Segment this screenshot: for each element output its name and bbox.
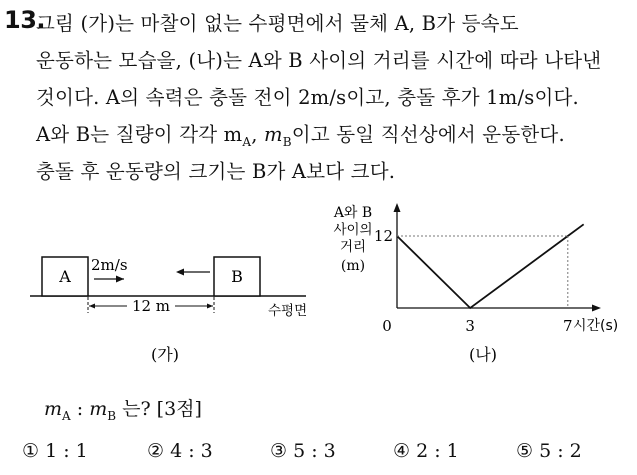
block-b-label: B xyxy=(231,267,243,286)
velocity-label: 2m/s xyxy=(91,256,128,274)
choice-1-mark: ① xyxy=(22,440,40,462)
y-axis-arrow xyxy=(394,203,401,212)
question-mA: m xyxy=(44,398,63,420)
x-tick-label-7: 7 xyxy=(563,317,573,335)
question-mB-sub: B xyxy=(107,408,117,423)
problem-line-2: 운동하는 모습을, (나)는 A와 B 사이의 거리를 시간에 따라 나타낸 xyxy=(36,49,602,72)
choice-3-text: 5 : 3 xyxy=(293,440,336,462)
problem-line-3: 것이다. A의 속력은 충돌 전이 2m/s이고, 충돌 후가 1m/s이다. xyxy=(36,86,579,109)
x-tick-label-3: 3 xyxy=(465,317,475,335)
choice-2-mark: ② xyxy=(147,440,165,462)
choice-5-text: 5 : 2 xyxy=(539,440,582,462)
distance-line xyxy=(397,224,584,308)
ylabel-line-1: A와 B xyxy=(333,205,373,221)
caption-na: (나) xyxy=(469,345,497,364)
y-tick-label-12: 12 xyxy=(373,227,393,245)
block-a-label: A xyxy=(59,267,71,286)
mB-subscript: B xyxy=(282,134,292,149)
distance-label: 12 m xyxy=(131,297,171,315)
choice-4-text: 2 : 1 xyxy=(416,440,459,462)
mA-subscript: A xyxy=(242,134,252,149)
choice-3-mark: ③ xyxy=(270,440,288,462)
choice-3[interactable] xyxy=(270,440,336,462)
problem-number: 13. xyxy=(4,6,46,34)
choice-5[interactable] xyxy=(516,440,582,462)
question-mB: m xyxy=(89,398,108,420)
caption-ga: (가) xyxy=(151,345,179,364)
question-text: 는? [3점] xyxy=(116,398,202,420)
question xyxy=(44,394,202,423)
choice-1-text: 1 : 1 xyxy=(45,440,88,462)
choice-2[interactable] xyxy=(147,440,213,462)
mB-symbol: m xyxy=(264,123,283,146)
xlabel: 시간(s) xyxy=(573,318,619,334)
x-tick-label-0: 0 xyxy=(382,317,392,335)
line4-rest: 이고 동일 직선상에서 운동한다. xyxy=(291,123,565,146)
problem-line-1: 그림 (가)는 마찰이 없는 수평면에서 물체 A, B가 등속도 xyxy=(36,12,519,35)
surface-label: 수평면 xyxy=(268,303,308,319)
x-axis-arrow xyxy=(592,305,601,312)
question-mA-sub: A xyxy=(62,408,71,423)
choice-4[interactable] xyxy=(393,440,459,462)
problem-line-5: 충돌 후 운동량의 크기는 B가 A보다 크다. xyxy=(36,160,396,183)
ylabel-line-3: 거리 xyxy=(339,239,367,255)
line4-lead: A와 B는 질량이 각각 m xyxy=(36,123,243,146)
choice-5-mark: ⑤ xyxy=(516,440,534,462)
question-colon: : xyxy=(70,398,90,420)
choice-4-mark: ④ xyxy=(393,440,411,462)
choice-1[interactable] xyxy=(22,440,88,462)
ylabel-line-2: 사이의 xyxy=(333,222,373,238)
choice-2-text: 4 : 3 xyxy=(170,440,213,462)
ylabel-line-4: (m) xyxy=(340,258,366,274)
line4-sep: , xyxy=(251,123,265,146)
